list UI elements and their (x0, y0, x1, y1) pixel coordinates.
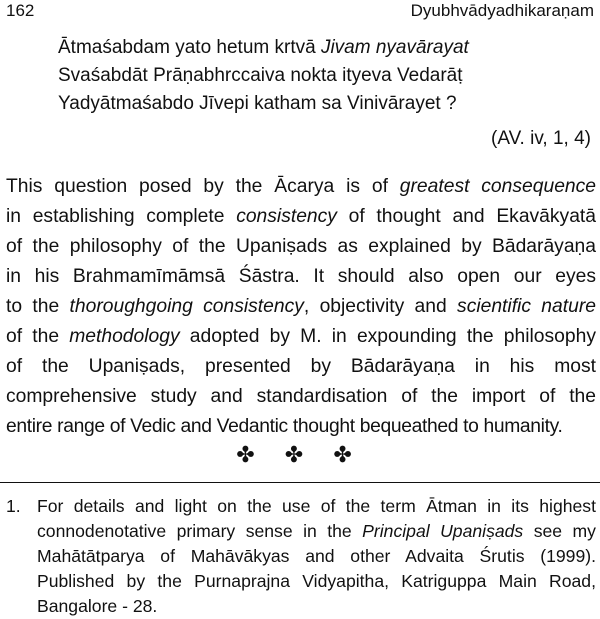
text: in establishing complete (6, 206, 237, 227)
para-line-6 (6, 322, 596, 352)
verse-line-1 (58, 34, 469, 62)
footnote (6, 494, 596, 619)
para-line-8: comprehensive study and standardisation of the import of the (6, 386, 596, 407)
page-header (0, 0, 600, 24)
para-line-2 (6, 202, 596, 232)
para-line-9: entire range of Vedic and Vedantic thought bequeathed to humanity. (6, 416, 563, 437)
text: For details and light on the use of the term Ātman in its highest (37, 496, 596, 516)
section-ornament: ✤ ✤ ✤ (236, 442, 364, 467)
verse-line-3: Yadyātmaśabdo Jīvepi katham sa Vinivārayet ? (58, 93, 457, 114)
footnote-line-3: Mahātātparya of Mahāvākyas and other Advaita Śrutis (1999). (37, 546, 596, 566)
footnote-line-2 (6, 519, 596, 544)
footnote-rule (0, 482, 600, 483)
para-line-3: of the philosophy of the Upaniṣads as explained by Bādarāyaṇa (6, 236, 596, 257)
text: of the (6, 326, 70, 347)
verse-line-1-text: Ātmaśabdam yato hetum krtvā (58, 37, 321, 58)
page-number: 162 (6, 1, 35, 20)
text: adopted by M. in expounding the philosophy (179, 326, 596, 347)
body-paragraph (6, 172, 596, 442)
footnote-line-5: Bangalore - 28. (37, 596, 158, 616)
text: to the (6, 296, 70, 317)
emphasis: consistency (236, 206, 337, 227)
verse-line-1-italic: Jivam nyavārayat (320, 37, 469, 58)
footnote-number: 1. (6, 496, 21, 516)
verse-source: (AV. iv, 1, 4) (491, 128, 591, 149)
sanskrit-verse (58, 34, 469, 118)
para-line-7: of the Upaniṣads, presented by Bādarāyaṇa in his most (6, 356, 596, 377)
para-line-5 (6, 292, 596, 322)
emphasis: scientific nature (457, 296, 596, 317)
para-line-4: in his Brahmamīmāmsā Śāstra. It should also open our eyes (6, 266, 596, 287)
footnote-line-4: Published by the Purnaprajna Vidyapitha, Katriguppa Main Road, (37, 571, 596, 591)
footnote-line-1 (6, 494, 596, 519)
verse-line-2: Svaśabdāt Prāṇabhrccaiva nokta ityeva Vedarāṭ (58, 65, 463, 86)
emphasis: greatest consequence (399, 176, 596, 197)
para-line-1 (6, 172, 596, 202)
text: of thought and Ekavākyatā (336, 206, 596, 227)
emphasis: Principal Upaniṣads (362, 521, 524, 541)
text: see my (523, 521, 596, 541)
text: connodenotative primary sense in the (37, 521, 363, 541)
emphasis: thoroughgoing consistency (69, 296, 304, 317)
emphasis: methodology (69, 326, 180, 347)
text: This question posed by the Ācarya is of (6, 176, 400, 197)
running-title: Dyubhvādyadhikaraṇam (410, 1, 594, 20)
text: , objectivity and (303, 296, 458, 317)
